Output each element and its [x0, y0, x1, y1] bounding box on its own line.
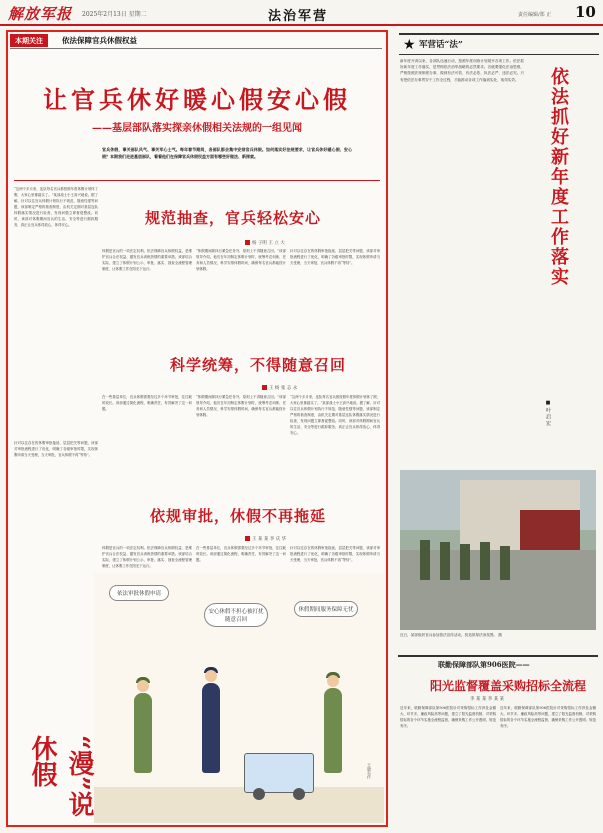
section-3-byline-text: 王 某 某 李 庆 华 — [252, 537, 287, 542]
soldier-figure — [324, 688, 342, 773]
masthead: 解放军报 — [8, 5, 73, 23]
focus-topic: 依法保障官兵休假权益 — [62, 36, 137, 45]
body-column-8: 针对以往存在的休假审批拖延、层层把关等问题，该部对审批流程进行了优化，明确了各级审批时限，实现休假申请当天受理、当天审批，官兵休假不再“等待”。 — [14, 441, 98, 457]
headline-char: 好 — [551, 127, 569, 148]
cartoon-illustration — [94, 573, 384, 823]
section-3-title: 依规审批，休假不再拖延 — [150, 507, 327, 525]
vertical-caption-text: “漫”说休假 — [27, 735, 94, 817]
headline-char: 度 — [551, 187, 569, 208]
section-1-title: 规范抽查，官兵轻松安心 — [145, 209, 322, 227]
body-column-9: 休假是官兵的一项法定权利。依法保障官兵休假权益，是维护官兵合法权益、激发官兵训练热情的重要举措。该部结合实际，建立了休假计划公示、审批、落实、抽查全流程管理制度，让休假工作在阳光下运行。 — [102, 546, 192, 568]
headline-char: 法 — [551, 87, 569, 108]
focus-label: 本期关注 — [10, 34, 48, 47]
headline-char: 依 — [551, 67, 569, 88]
body-column-1: “这两个多月来，连队每名官兵都按照年度休假计划休了假，大家心里都踏实了。”某部战士小王高兴地说。据了解，针对以往官兵休假计划执行不规范、随意性强等问题，该部制定严格的抽查制度，由机关定期对基层连队休假落实情况进行检查，发现问题立即督促整改。同时，该部对休假期间官兵的生活、安全等进行跟踪服务，真正让官兵休得放心、休得安心。 — [14, 187, 98, 227]
section-1-byline — [245, 240, 285, 246]
wheel-icon — [253, 788, 265, 800]
section-2-byline-text: 王 杨 张 志 永 — [269, 386, 298, 391]
headline-char: 作 — [551, 227, 569, 248]
soldier-figure — [134, 693, 152, 773]
speech-bubble: 依法审批休假申请 — [109, 585, 169, 601]
body-column-11: 针对以往存在的休假审批拖延、层层把关等问题，该部对审批流程进行了优化，明确了各级审批时限，实现休假申请当天受理、当天审批，官兵休假不再“等待”。 — [290, 546, 380, 562]
wheel-icon — [293, 788, 305, 800]
commentary-headline — [530, 68, 590, 288]
vertical-caption — [20, 735, 94, 817]
sub-article-body-2: 近年来，联勤保障部队第906医院针对采购招标工作涉及金额大、环节多、廉政风险高等问题，建立了阳光监督机制，对采购招标的各个环节实施全流程监督，确保采购工作公开透明、规范有序。 — [500, 706, 596, 728]
sub-article-byline: 李 某 某 李 某 某 — [470, 697, 505, 702]
sub-article-kicker: 联勤保障部队第906医院—— — [438, 660, 530, 669]
byline-marker-icon — [262, 385, 267, 390]
luggage-icon — [244, 753, 314, 793]
main-headline: 让官兵休好暖心假安心假 — [43, 85, 351, 114]
illustration-credit: 王晓东作 — [367, 763, 372, 779]
main-subheadline: ——基层部队落实探亲休假相关法规的一组见闻 — [92, 123, 302, 134]
section-title: 法治军营 — [268, 9, 329, 24]
photo-caption — [400, 632, 596, 638]
photo-scene — [400, 470, 596, 630]
page-header — [0, 0, 603, 26]
lead-paragraph: 官兵休假，事关部队风气、事关军心士气。每年春节期间，各部队都会集中安排官兵休假。如何落实好法规要求，让官兵休好暖心假、安心假？本期我们走进基层部队，看看他们在保障官兵休假权益方面有哪些好做法、新探索。 — [102, 147, 352, 159]
speech-bubble: 休假期间服务保障无忧 — [294, 601, 358, 617]
lead-divider — [14, 180, 380, 181]
body-column-4: 针对以往存在的休假审批拖延、层层把关等问题，该部对审批流程进行了优化，明确了各级审批时限，实现休假申请当天受理、当天审批，官兵休假不再“等待”。 — [290, 249, 380, 265]
body-column-5: 在一些基层单位，官兵休假需要经过多个环节审批，往往耗时较长。该部通过简化流程、明确责任，有效解决了这一问题。 — [102, 395, 192, 411]
photo-caption-text: 近日，某部组织官兵参加普法宣传活动，营造浓厚法治氛围。 — [400, 633, 498, 637]
headline-char: 年 — [551, 167, 569, 188]
page-number: 10 — [575, 3, 596, 21]
column-name: 军营话“法” — [419, 40, 463, 50]
photographer-credit: 摄 — [498, 633, 502, 637]
sub-article-body-1: 近年来，联勤保障部队第906医院针对采购招标工作涉及金额大、环节多、廉政风险高等问题，建立了阳光监督机制，对采购招标的各个环节实施全流程监督，确保采购工作公开透明、规范有序。 — [400, 706, 496, 728]
section-3-byline — [245, 536, 286, 542]
body-column-10: 在一些基层单位，官兵休假需要经过多个环节审批，往往耗时较长。该部通过简化流程、明确责任，有效解决了这一问题。 — [196, 546, 286, 562]
focus-divider — [10, 48, 382, 49]
body-column-2: 休假是官兵的一项法定权利。依法保障官兵休假权益，是维护官兵合法权益、激发官兵训练热情的重要举措。该部结合实际，建立了休假计划公示、审批、落实、抽查全流程管理制度，让休假工作在阳光下运行。 — [102, 249, 192, 271]
commentary-body: 新年度开训以来，各部队迅速行动，按照年度训练计划展开各项工作。依法抓好新年度工作落实，是贯彻依法治军战略的必然要求。各级要强化法治思维，严格按照法规制度办事，做到有法可依、有法必依、执法必严、违法必究。只有把依法办事贯穿于工作全过程，才能推动各项工作落到实处、取得实效。 — [400, 59, 524, 82]
ground — [94, 787, 384, 823]
body-column-3: “休假期间除执行紧急任务外，原则上不得随意召回。”该部领导介绍，他们在年初制定休假计划时，统筹考虑训练、任务和人员情况，科学安排休假时间，确保每名官兵都能按计划休假。 — [196, 249, 286, 271]
sub-article-title: 阳光监督覆盖采购招标全流程 — [430, 679, 587, 693]
section-1-byline-text: 杨 子明 王 立 大 — [252, 241, 285, 246]
headline-char: 落 — [551, 247, 569, 268]
headline-char: 工 — [551, 207, 569, 228]
speech-bubble: 安心休假不担心被打扰随意召回 — [204, 603, 268, 627]
issue-date: 2025年2月13日 星期二 — [82, 11, 147, 18]
headline-char: 实 — [551, 267, 569, 288]
headline-char: 抓 — [551, 107, 569, 128]
body-column-6: “休假期间除执行紧急任务外，原则上不得随意召回。”该部领导介绍，他们在年初制定休假计划时，统筹考虑训练、任务和人员情况，科学安排休假时间，确保每名官兵都能按计划休假。 — [196, 395, 286, 417]
section-2-byline — [262, 385, 297, 391]
editor-credit: 责任编辑/郑 正 — [518, 12, 552, 18]
headline-char: 新 — [551, 147, 569, 168]
body-column-7: “这两个多月来，连队每名官兵都按照年度休假计划休了假，大家心里都踏实了。”某部战士小王高兴地说。据了解，针对以往官兵休假计划执行不规范、随意性强等问题，该部制定严格的抽查制度，由机关定期对基层连队休假落实情况进行检查，发现问题立即督促整改。同时，该部对休假期间官兵的生活、安全等进行跟踪服务，真正让官兵休得放心、休得安心。 — [290, 395, 380, 435]
news-photo — [400, 470, 596, 630]
byline-marker-icon — [245, 240, 250, 245]
commentary-author: ■ 叶 启 宏 — [545, 400, 551, 426]
officer-figure — [202, 683, 220, 773]
star-icon: ★ — [403, 37, 416, 53]
section-2-title: 科学统筹，不得随意召回 — [170, 356, 347, 374]
byline-marker-icon — [245, 536, 250, 541]
